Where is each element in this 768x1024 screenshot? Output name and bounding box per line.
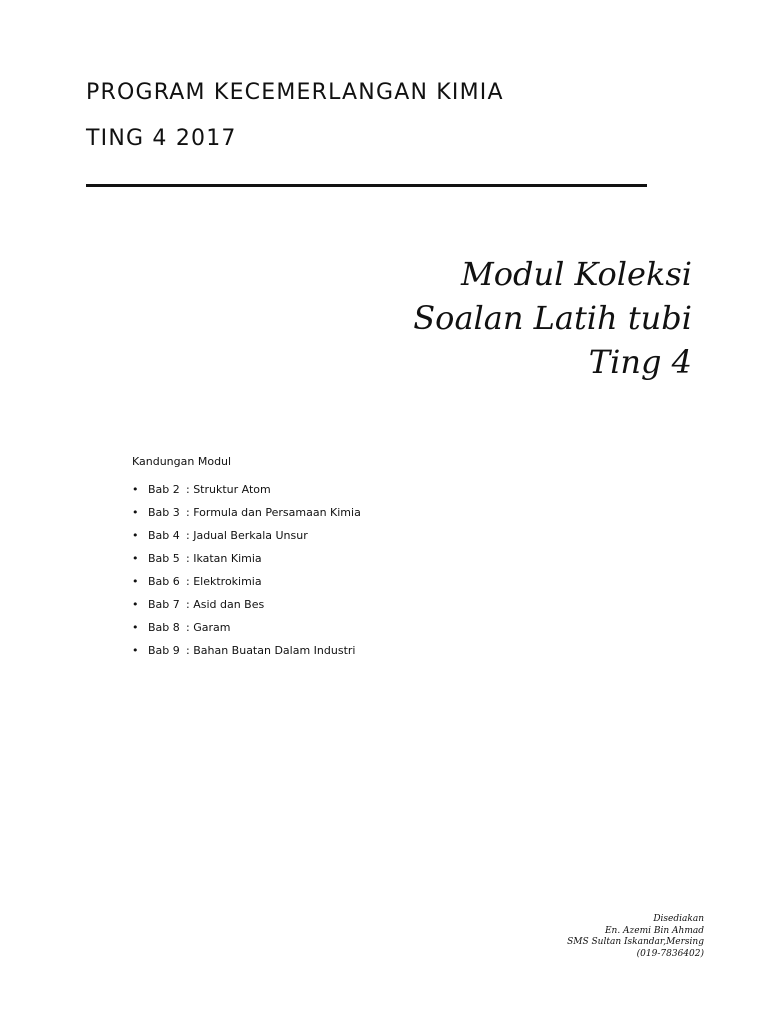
chapter-title: : Struktur Atom: [186, 483, 271, 496]
list-item: [132, 483, 361, 506]
chapter-number: Bab 2: [148, 483, 180, 496]
prepared-by-label: Disediakan: [653, 914, 704, 924]
contents-heading: Kandungan Modul: [132, 455, 232, 468]
chapter-number: Bab 7: [148, 598, 180, 611]
chapter-title: : Asid dan Bes: [186, 598, 265, 611]
list-item: [132, 529, 361, 552]
chapter-title: : Garam: [186, 621, 231, 634]
chapter-list: [132, 483, 361, 667]
author-name: En. Azemi Bin Ahmad: [604, 925, 704, 936]
module-title-line-3: Ting 4: [588, 343, 692, 381]
chapter-title: : Formula dan Persamaan Kimia: [186, 506, 361, 519]
bullet-icon: •: [132, 575, 139, 588]
bullet-icon: •: [132, 529, 139, 542]
list-item: [132, 506, 361, 529]
chapter-number: Bab 3: [148, 506, 180, 519]
chapter-number: Bab 9: [148, 644, 180, 657]
module-title-line-2: Soalan Latih tubi: [413, 299, 692, 337]
chapter-number: Bab 8: [148, 621, 180, 634]
list-item: [132, 575, 361, 598]
chapter-title: : Bahan Buatan Dalam Industri: [186, 644, 356, 657]
bullet-icon: •: [132, 598, 139, 611]
bullet-icon: •: [132, 621, 139, 634]
chapter-number: Bab 5: [148, 552, 180, 565]
bullet-icon: •: [132, 483, 139, 496]
phone-number: (019-7836402): [636, 948, 704, 959]
prepared-by-block: [567, 914, 704, 960]
module-contents: [132, 455, 361, 667]
chapter-title: : Jadual Berkala Unsur: [186, 529, 308, 542]
header-divider: [86, 184, 647, 187]
chapter-number: Bab 4: [148, 529, 180, 542]
bullet-icon: •: [132, 644, 139, 657]
school-name: SMS Sultan Iskandar,Mersing: [567, 937, 704, 947]
chapter-number: Bab 6: [148, 575, 180, 588]
list-item: [132, 644, 361, 667]
chapter-title: : Elektrokimia: [186, 575, 262, 588]
bullet-icon: •: [132, 552, 139, 565]
bullet-icon: •: [132, 506, 139, 519]
program-year: TING 4 2017: [86, 126, 237, 151]
program-title: PROGRAM KECEMERLANGAN KIMIA: [86, 80, 504, 105]
chapter-title: : Ikatan Kimia: [186, 552, 262, 565]
list-item: [132, 621, 361, 644]
list-item: [132, 552, 361, 575]
module-title: [413, 252, 692, 384]
module-title-line-1: Modul Koleksi: [460, 255, 692, 293]
list-item: [132, 598, 361, 621]
